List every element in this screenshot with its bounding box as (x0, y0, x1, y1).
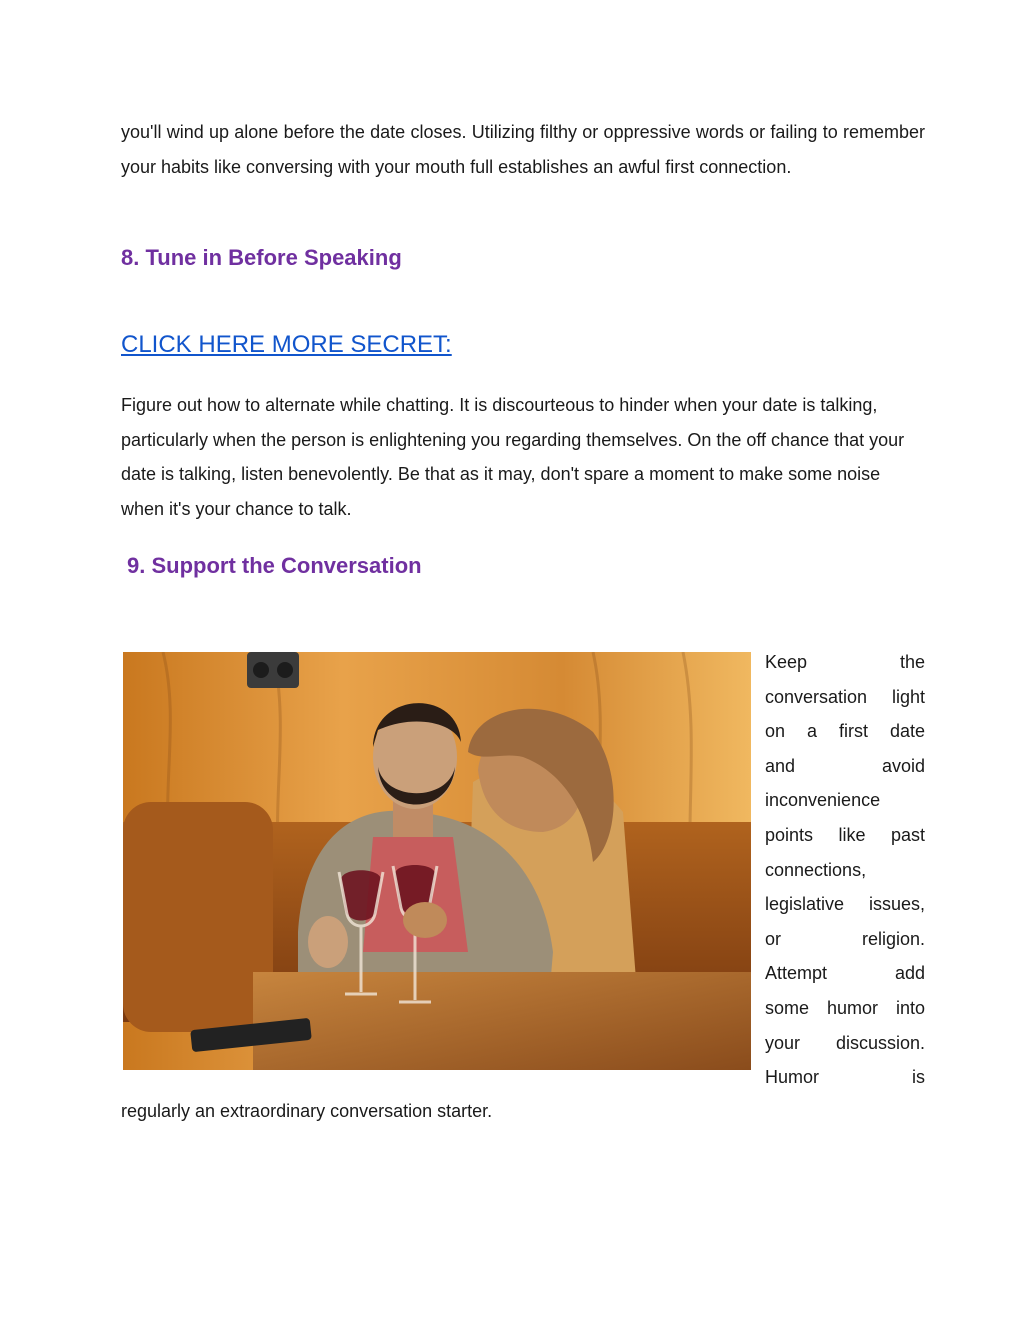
heading-support-conversation: 9. Support the Conversation (127, 553, 422, 578)
side-word: into (895, 997, 925, 1018)
side-word: Keep (765, 652, 808, 672)
side-word: discussion. (835, 1032, 925, 1053)
side-word: legislative (765, 894, 845, 915)
side-word: humor (826, 997, 878, 1018)
side-word: like (838, 824, 866, 845)
side-word: a (807, 721, 818, 742)
heading-tune-in: 8. Tune in Before Speaking (121, 245, 402, 270)
side-word: and (765, 755, 796, 776)
side-word: points (765, 824, 814, 845)
side-word: religion. (861, 928, 925, 949)
side-word: connections, (765, 859, 867, 880)
side-word: date (889, 721, 925, 742)
closing-line: regularly an extraordinary conversation starter. (121, 1101, 493, 1121)
side-word: or (765, 928, 782, 949)
side-text-block (765, 645, 925, 1095)
side-word: Humor (765, 1067, 820, 1088)
side-word: your (765, 1032, 801, 1053)
side-word: add (894, 963, 925, 984)
side-word: avoid (881, 755, 925, 776)
side-word: inconvenience (765, 790, 881, 811)
side-word: some (765, 997, 810, 1018)
side-word: Attempt (765, 963, 828, 984)
side-word: issues, (868, 894, 925, 915)
side-word: on (765, 721, 786, 742)
side-word: is (912, 1067, 925, 1088)
click-here-link[interactable]: CLICK HERE MORE SECRET: (121, 331, 452, 358)
couple-photo (123, 652, 751, 1070)
intro-paragraph: you'll wind up alone before the date closes. Utilizing filthy or oppressive words or failing to remember your habits like conversing with your mouth full establishes an awful first connection. (121, 122, 925, 177)
couple-photo-illustration (123, 652, 751, 1070)
side-word: past (890, 824, 925, 845)
side-word: first (838, 721, 868, 742)
side-word: conversation (765, 686, 868, 707)
tune-paragraph: Figure out how to alternate while chatting. It is discourteous to hinder when your date is talking, particularly when the person is enlightening you regarding themselves. On the off chance that your date is talking, listen benevolently. Be that as it may, don't spare a moment to make some noise when it's your chance to talk. (121, 395, 905, 519)
side-word: light (891, 686, 925, 707)
side-word: the (899, 652, 925, 672)
